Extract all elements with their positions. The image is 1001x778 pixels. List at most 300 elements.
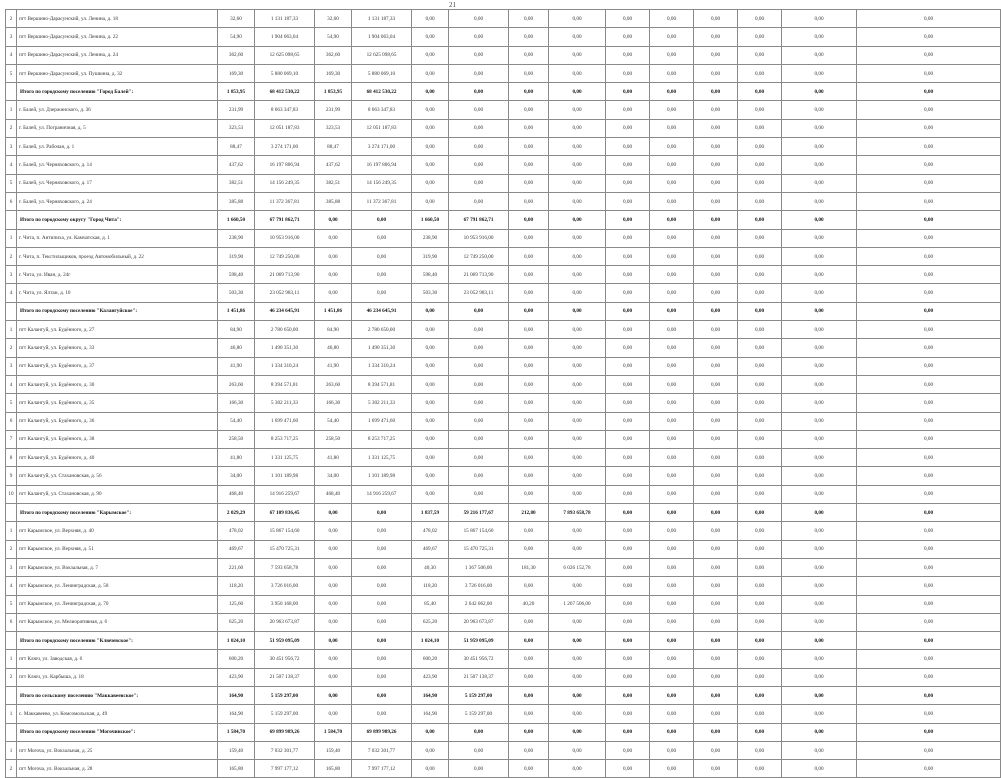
- value-cell: 0,00: [650, 394, 694, 412]
- value-cell: 0,00: [782, 211, 857, 229]
- value-cell: 0,00: [549, 540, 606, 558]
- address-cell: г. Чита, п. Антипиха, ул. Камчатская, д. 1: [17, 229, 218, 247]
- value-cell: 0,00: [650, 375, 694, 393]
- address-cell: пгт Калангуй, ул. Будённого, д. 40: [17, 449, 218, 467]
- value-cell: 7 997 177,12: [255, 760, 315, 778]
- value-cell: 0,00: [650, 46, 694, 64]
- value-cell: 1 699 471,60: [352, 412, 412, 430]
- value-cell: 0,00: [449, 375, 509, 393]
- value-cell: 0,00: [738, 28, 782, 46]
- value-cell: 382,51: [315, 174, 352, 192]
- resettlement-table: [5, 9, 1001, 778]
- value-cell: 0,00: [694, 101, 738, 119]
- value-cell: 0,00: [738, 339, 782, 357]
- value-cell: 0,00: [449, 485, 509, 503]
- value-cell: 88,47: [218, 138, 255, 156]
- table-row: [6, 101, 1001, 119]
- value-cell: 1 584,70: [315, 723, 352, 741]
- value-cell: 0,00: [549, 577, 606, 595]
- value-cell: 0,00: [738, 10, 782, 28]
- value-cell: 0,00: [857, 64, 1001, 82]
- subtotal-label-cell: Итого по городскому поселению "Калангуйское":: [17, 302, 218, 320]
- value-cell: 0,00: [606, 394, 650, 412]
- value-cell: 11 372 367,81: [352, 192, 412, 210]
- row-number-cell: 2: [6, 760, 17, 778]
- value-cell: 1 853,95: [218, 83, 255, 101]
- value-cell: 0,00: [650, 138, 694, 156]
- value-cell: 0,00: [509, 394, 549, 412]
- value-cell: 0,00: [738, 211, 782, 229]
- value-cell: 54,40: [218, 412, 255, 430]
- value-cell: 0,00: [606, 485, 650, 503]
- value-cell: 0,00: [549, 10, 606, 28]
- value-cell: 0,00: [782, 321, 857, 339]
- value-cell: 0,00: [315, 229, 352, 247]
- value-cell: 15 867 154,60: [449, 522, 509, 540]
- subtotal-row: [6, 211, 1001, 229]
- value-cell: 54,40: [315, 412, 352, 430]
- value-cell: 0,00: [738, 522, 782, 540]
- value-cell: 23 052 983,11: [255, 284, 315, 302]
- value-cell: 0,00: [352, 686, 412, 704]
- value-cell: 0,00: [857, 485, 1001, 503]
- value-cell: 0,00: [606, 613, 650, 631]
- value-cell: 0,00: [449, 741, 509, 759]
- value-cell: 0,00: [509, 705, 549, 723]
- value-cell: 10 953 916,00: [449, 229, 509, 247]
- value-cell: 0,00: [606, 266, 650, 284]
- value-cell: 0,00: [782, 375, 857, 393]
- value-cell: 0,00: [509, 119, 549, 137]
- value-cell: 0,00: [549, 668, 606, 686]
- value-cell: 0,00: [738, 284, 782, 302]
- value-cell: 125,60: [218, 595, 255, 613]
- value-cell: 0,00: [352, 522, 412, 540]
- value-cell: 0,00: [606, 467, 650, 485]
- value-cell: 10 953 916,00: [255, 229, 315, 247]
- value-cell: 1 334 310,24: [255, 357, 315, 375]
- value-cell: 0,00: [352, 595, 412, 613]
- value-cell: 0,00: [694, 613, 738, 631]
- value-cell: 0,00: [857, 705, 1001, 723]
- value-cell: 20 963 673,87: [255, 613, 315, 631]
- value-cell: 0,00: [549, 705, 606, 723]
- table-row: [6, 266, 1001, 284]
- value-cell: 0,00: [606, 686, 650, 704]
- value-cell: 385,88: [315, 192, 352, 210]
- value-cell: 0,00: [738, 485, 782, 503]
- value-cell: 0,00: [315, 595, 352, 613]
- value-cell: 0,00: [857, 741, 1001, 759]
- value-cell: 0,00: [782, 686, 857, 704]
- value-cell: 0,00: [650, 302, 694, 320]
- value-cell: 0,00: [449, 357, 509, 375]
- value-cell: 0,00: [509, 686, 549, 704]
- value-cell: 0,00: [412, 357, 449, 375]
- value-cell: 0,00: [694, 211, 738, 229]
- value-cell: 0,00: [650, 229, 694, 247]
- value-cell: 0,00: [606, 46, 650, 64]
- value-cell: 0,00: [549, 156, 606, 174]
- value-cell: 0,00: [509, 46, 549, 64]
- value-cell: 0,00: [606, 83, 650, 101]
- table-row: [6, 467, 1001, 485]
- value-cell: 8 253 717,25: [255, 430, 315, 448]
- value-cell: 0,00: [315, 632, 352, 650]
- value-cell: 0,00: [549, 174, 606, 192]
- value-cell: 0,00: [549, 229, 606, 247]
- value-cell: 23 052 983,11: [449, 284, 509, 302]
- value-cell: 0,00: [650, 64, 694, 82]
- value-cell: 0,00: [352, 632, 412, 650]
- value-cell: 0,00: [606, 741, 650, 759]
- row-number-cell: 4: [6, 156, 17, 174]
- value-cell: 0,00: [738, 577, 782, 595]
- value-cell: 0,00: [315, 613, 352, 631]
- value-cell: 0,00: [650, 668, 694, 686]
- table-body: [6, 10, 1001, 778]
- value-cell: 0,00: [549, 211, 606, 229]
- value-cell: 0,00: [315, 668, 352, 686]
- subtotal-label-cell: Итого по городскому поселению "Город Балей":: [17, 83, 218, 101]
- value-cell: 437,62: [315, 156, 352, 174]
- value-cell: 0,00: [549, 284, 606, 302]
- value-cell: 0,00: [315, 247, 352, 265]
- address-cell: пгт Карымское, ул. Мелиоративная, д. 6: [17, 613, 218, 631]
- address-cell: пгт Ключ, ул. Заводская, д. 6: [17, 650, 218, 668]
- value-cell: 0,00: [606, 412, 650, 430]
- value-cell: 54,90: [218, 28, 255, 46]
- value-cell: 41,80: [218, 449, 255, 467]
- value-cell: 16 197 806,94: [352, 156, 412, 174]
- value-cell: 59 216 177,67: [449, 504, 509, 522]
- address-cell: пгт Калангуй, ул. Будённого, д. 36: [17, 412, 218, 430]
- value-cell: 69 899 989,26: [255, 723, 315, 741]
- value-cell: 164,90: [218, 686, 255, 704]
- row-number-cell: 1: [6, 705, 17, 723]
- value-cell: 0,00: [694, 321, 738, 339]
- table-row: [6, 613, 1001, 631]
- row-number-cell: 2: [6, 540, 17, 558]
- value-cell: 0,00: [782, 613, 857, 631]
- value-cell: 0,00: [650, 266, 694, 284]
- row-number-cell: 7: [6, 430, 17, 448]
- value-cell: 0,00: [315, 705, 352, 723]
- value-cell: 0,00: [857, 613, 1001, 631]
- value-cell: 0,00: [412, 101, 449, 119]
- value-cell: 0,00: [650, 467, 694, 485]
- value-cell: 0,00: [606, 522, 650, 540]
- row-number-cell: [6, 211, 17, 229]
- address-cell: г. Балей, ул. Пограничная, д. 5: [17, 119, 218, 137]
- address-cell: г. Балей, ул. Черняховского, д. 17: [17, 174, 218, 192]
- row-number-cell: [6, 504, 17, 522]
- row-number-cell: 1: [6, 229, 17, 247]
- value-cell: 0,00: [549, 101, 606, 119]
- value-cell: 8 253 717,25: [352, 430, 412, 448]
- value-cell: 0,00: [694, 430, 738, 448]
- value-cell: 5 302 211,33: [255, 394, 315, 412]
- value-cell: 0,00: [857, 760, 1001, 778]
- value-cell: 0,00: [650, 449, 694, 467]
- value-cell: 478,02: [218, 522, 255, 540]
- row-number-cell: 1: [6, 522, 17, 540]
- value-cell: 0,00: [857, 686, 1001, 704]
- value-cell: 1 699 471,60: [255, 412, 315, 430]
- value-cell: 41,80: [315, 449, 352, 467]
- value-cell: 21 507 138,37: [449, 668, 509, 686]
- value-cell: 69 899 989,26: [352, 723, 412, 741]
- value-cell: 0,00: [412, 467, 449, 485]
- value-cell: 0,00: [412, 741, 449, 759]
- table-row: [6, 46, 1001, 64]
- value-cell: 0,00: [738, 83, 782, 101]
- row-number-cell: 9: [6, 467, 17, 485]
- address-cell: пгт Могоча, ул. Вокзальная, д. 28: [17, 760, 218, 778]
- value-cell: 12 625 098,65: [255, 46, 315, 64]
- value-cell: 0,00: [352, 705, 412, 723]
- value-cell: 0,00: [650, 119, 694, 137]
- value-cell: 0,00: [650, 504, 694, 522]
- value-cell: 0,00: [606, 705, 650, 723]
- value-cell: 0,00: [694, 156, 738, 174]
- value-cell: 0,00: [412, 174, 449, 192]
- value-cell: 0,00: [857, 101, 1001, 119]
- value-cell: 1 584,70: [218, 723, 255, 741]
- value-cell: 5 159 297,00: [449, 686, 509, 704]
- subtotal-row: [6, 83, 1001, 101]
- row-number-cell: 6: [6, 412, 17, 430]
- value-cell: 0,00: [782, 83, 857, 101]
- value-cell: 0,00: [857, 540, 1001, 558]
- value-cell: 0,00: [449, 339, 509, 357]
- value-cell: 0,00: [449, 394, 509, 412]
- value-cell: 0,00: [857, 339, 1001, 357]
- value-cell: 12 749 250,00: [449, 247, 509, 265]
- value-cell: 0,00: [738, 394, 782, 412]
- address-cell: пгт Калангуй, ул. Будённого, д. 30: [17, 375, 218, 393]
- value-cell: 1 331 125,75: [352, 449, 412, 467]
- value-cell: 0,00: [782, 284, 857, 302]
- value-cell: 0,00: [606, 174, 650, 192]
- table-row: [6, 321, 1001, 339]
- value-cell: 2 780 650,00: [352, 321, 412, 339]
- value-cell: 2 780 650,00: [255, 321, 315, 339]
- value-cell: 0,00: [782, 119, 857, 137]
- value-cell: 0,00: [738, 412, 782, 430]
- value-cell: 0,00: [782, 247, 857, 265]
- value-cell: 1 131 187,33: [255, 10, 315, 28]
- value-cell: 0,00: [509, 101, 549, 119]
- value-cell: 0,00: [352, 504, 412, 522]
- subtotal-row: [6, 302, 1001, 320]
- value-cell: 0,00: [738, 101, 782, 119]
- value-cell: 0,00: [694, 46, 738, 64]
- value-cell: 0,00: [509, 138, 549, 156]
- value-cell: 0,00: [782, 558, 857, 576]
- table-row: [6, 284, 1001, 302]
- value-cell: 0,00: [650, 741, 694, 759]
- table-row: [6, 668, 1001, 686]
- value-cell: 263,60: [218, 375, 255, 393]
- value-cell: 212,80: [509, 504, 549, 522]
- value-cell: 385,88: [218, 192, 255, 210]
- value-cell: 166,30: [315, 394, 352, 412]
- value-cell: 0,00: [549, 46, 606, 64]
- value-cell: 166,30: [218, 394, 255, 412]
- value-cell: 0,00: [857, 156, 1001, 174]
- value-cell: 0,00: [857, 449, 1001, 467]
- value-cell: 0,00: [509, 284, 549, 302]
- value-cell: 0,00: [606, 375, 650, 393]
- value-cell: 231,99: [218, 101, 255, 119]
- value-cell: 54,90: [315, 28, 352, 46]
- value-cell: 0,00: [549, 467, 606, 485]
- value-cell: 41,90: [218, 357, 255, 375]
- value-cell: 0,00: [857, 284, 1001, 302]
- value-cell: 0,00: [549, 613, 606, 631]
- value-cell: 0,00: [549, 119, 606, 137]
- value-cell: 1 490 351,30: [352, 339, 412, 357]
- value-cell: 0,00: [509, 760, 549, 778]
- value-cell: 0,00: [694, 449, 738, 467]
- value-cell: 0,00: [650, 211, 694, 229]
- value-cell: 0,00: [509, 632, 549, 650]
- value-cell: 0,00: [509, 375, 549, 393]
- value-cell: 5 302 211,33: [352, 394, 412, 412]
- value-cell: 0,00: [412, 302, 449, 320]
- value-cell: 0,00: [412, 83, 449, 101]
- value-cell: 0,00: [650, 705, 694, 723]
- value-cell: 0,00: [694, 302, 738, 320]
- value-cell: 0,00: [650, 83, 694, 101]
- value-cell: 0,00: [694, 174, 738, 192]
- address-cell: пгт Калангуй, ул. Стахановская, д. 90: [17, 485, 218, 503]
- value-cell: 0,00: [315, 558, 352, 576]
- value-cell: 0,00: [782, 156, 857, 174]
- address-cell: пгт Ключ, ул. Карбыша, д. 18: [17, 668, 218, 686]
- value-cell: 1 024,10: [218, 632, 255, 650]
- row-number-cell: 4: [6, 46, 17, 64]
- value-cell: 0,00: [449, 760, 509, 778]
- subtotal-label-cell: Итого по городскому поселению "Могочинское":: [17, 723, 218, 741]
- value-cell: 85,40: [412, 595, 449, 613]
- value-cell: 0,00: [549, 760, 606, 778]
- subtotal-row: [6, 632, 1001, 650]
- value-cell: 0,00: [549, 138, 606, 156]
- value-cell: 68 412 530,22: [352, 83, 412, 101]
- value-cell: 0,00: [857, 595, 1001, 613]
- value-cell: 0,00: [782, 467, 857, 485]
- value-cell: 0,00: [694, 705, 738, 723]
- value-cell: 7 032 301,77: [352, 741, 412, 759]
- value-cell: 0,00: [857, 229, 1001, 247]
- row-number-cell: [6, 723, 17, 741]
- value-cell: 0,00: [352, 284, 412, 302]
- value-cell: 0,00: [694, 412, 738, 430]
- value-cell: 164,90: [412, 686, 449, 704]
- value-cell: 0,00: [694, 741, 738, 759]
- value-cell: 0,00: [738, 321, 782, 339]
- value-cell: 0,00: [738, 247, 782, 265]
- value-cell: 0,00: [738, 138, 782, 156]
- row-number-cell: 5: [6, 64, 17, 82]
- value-cell: 1 490 351,30: [255, 339, 315, 357]
- value-cell: 8 394 571,81: [352, 375, 412, 393]
- value-cell: 0,00: [412, 64, 449, 82]
- value-cell: 0,00: [549, 321, 606, 339]
- value-cell: 0,00: [606, 504, 650, 522]
- value-cell: 0,00: [694, 266, 738, 284]
- value-cell: 0,00: [694, 760, 738, 778]
- value-cell: 0,00: [606, 339, 650, 357]
- value-cell: 0,00: [449, 430, 509, 448]
- value-cell: 2 642 062,00: [449, 595, 509, 613]
- value-cell: 0,00: [509, 156, 549, 174]
- value-cell: 0,00: [738, 119, 782, 137]
- value-cell: 0,00: [606, 119, 650, 137]
- value-cell: 0,00: [782, 138, 857, 156]
- value-cell: 21 069 713,90: [449, 266, 509, 284]
- value-cell: 0,00: [549, 632, 606, 650]
- value-cell: 0,00: [509, 467, 549, 485]
- address-cell: г. Балей, ул. Черняховского, д. 24: [17, 192, 218, 210]
- value-cell: 0,00: [509, 357, 549, 375]
- row-number-cell: 1: [6, 321, 17, 339]
- value-cell: 88,47: [315, 138, 352, 156]
- value-cell: 21 507 138,37: [255, 668, 315, 686]
- value-cell: 319,90: [412, 247, 449, 265]
- subtotal-label-cell: Итого по городскому поселению "Ключевское":: [17, 632, 218, 650]
- value-cell: 0,00: [412, 430, 449, 448]
- row-number-cell: 2: [6, 339, 17, 357]
- value-cell: 468,40: [218, 485, 255, 503]
- address-cell: пгт Карымское, ул. Вокзальная, д. 7: [17, 558, 218, 576]
- value-cell: 0,00: [650, 412, 694, 430]
- subtotal-row: [6, 686, 1001, 704]
- row-number-cell: 1: [6, 101, 17, 119]
- value-cell: 1 904 063,04: [255, 28, 315, 46]
- value-cell: 0,00: [782, 595, 857, 613]
- value-cell: 2 029,29: [218, 504, 255, 522]
- value-cell: 84,90: [218, 321, 255, 339]
- value-cell: 0,00: [412, 28, 449, 46]
- value-cell: 0,00: [509, 10, 549, 28]
- value-cell: 0,00: [549, 394, 606, 412]
- value-cell: 0,00: [738, 174, 782, 192]
- value-cell: 0,00: [509, 522, 549, 540]
- value-cell: 0,00: [738, 266, 782, 284]
- value-cell: 0,00: [509, 723, 549, 741]
- value-cell: 14 156 249,35: [255, 174, 315, 192]
- value-cell: 40,30: [412, 558, 449, 576]
- value-cell: 5 159 297,00: [255, 686, 315, 704]
- value-cell: 40,20: [509, 595, 549, 613]
- value-cell: 15 867 154,60: [255, 522, 315, 540]
- value-cell: 32,60: [218, 10, 255, 28]
- value-cell: 0,00: [549, 339, 606, 357]
- value-cell: 625,20: [218, 613, 255, 631]
- value-cell: 0,00: [549, 686, 606, 704]
- value-cell: 0,00: [412, 339, 449, 357]
- table-row: [6, 357, 1001, 375]
- value-cell: 0,00: [650, 156, 694, 174]
- value-cell: 1 024,10: [412, 632, 449, 650]
- value-cell: 0,00: [782, 540, 857, 558]
- value-cell: 0,00: [449, 64, 509, 82]
- address-cell: г. Балей, ул. Черняховского, д. 14: [17, 156, 218, 174]
- value-cell: 0,00: [412, 394, 449, 412]
